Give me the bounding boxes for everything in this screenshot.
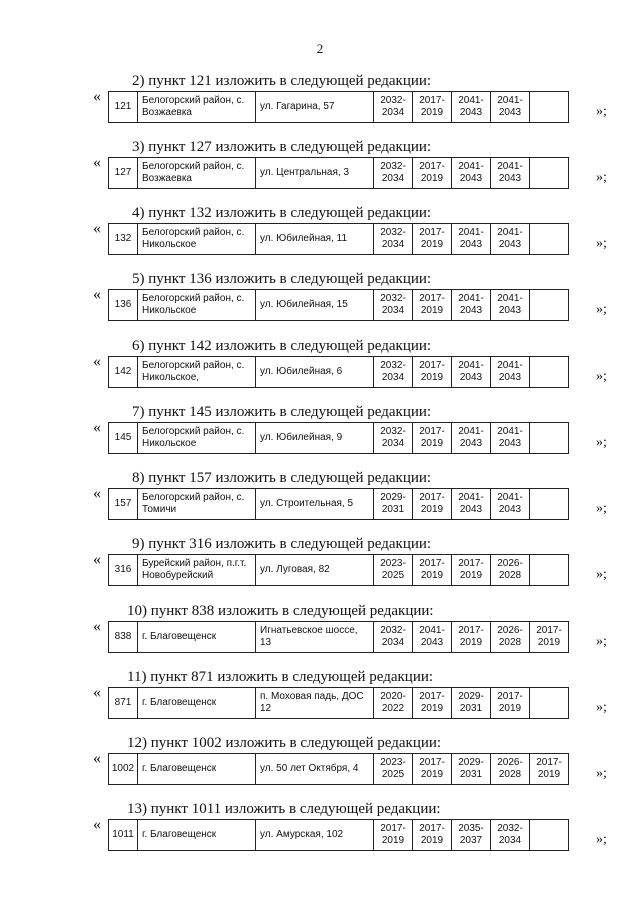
amendment-heading: 8) пункт 157 изложить в следующей редакции: bbox=[132, 470, 432, 486]
period-cell: 2032-2034 bbox=[374, 423, 413, 454]
close-quote: »; bbox=[596, 236, 607, 251]
amendment-entry bbox=[0, 139, 640, 203]
period-cell: 2032-2034 bbox=[374, 92, 413, 123]
location-cell: г. Благовещенск bbox=[138, 622, 256, 653]
item-number-cell: 136 bbox=[109, 290, 138, 321]
period-cell: 2017-2019 bbox=[413, 489, 452, 520]
open-quote: « bbox=[93, 551, 101, 568]
close-quote: »; bbox=[596, 700, 607, 715]
table-row bbox=[109, 489, 569, 520]
amendment-table bbox=[108, 621, 569, 653]
amendment-entry bbox=[0, 536, 640, 600]
amendment-entry bbox=[0, 735, 640, 799]
amendment-table bbox=[108, 753, 569, 785]
period-cell: 2029-2031 bbox=[452, 754, 491, 785]
location-cell: Белогорский район, с. Никольское, bbox=[138, 357, 256, 388]
amendment-table bbox=[108, 157, 569, 189]
table-row bbox=[109, 688, 569, 719]
address-cell: Игнатьевское шоссе, 13 bbox=[256, 622, 374, 653]
period-cell: 2041-2043 bbox=[491, 92, 530, 123]
close-quote: »; bbox=[596, 634, 607, 649]
amendment-heading: 7) пункт 145 изложить в следующей редакции: bbox=[132, 404, 432, 420]
location-cell: Бурейский район, п.г.т. Новобурейский bbox=[138, 555, 256, 586]
period-cell: 2017-2019 bbox=[530, 622, 569, 653]
period-cell: 2017-2019 bbox=[413, 290, 452, 321]
amendment-entry bbox=[0, 470, 640, 534]
open-quote: « bbox=[93, 88, 101, 105]
amendment-entry bbox=[0, 205, 640, 269]
amendment-table bbox=[108, 422, 569, 454]
amendment-table bbox=[108, 91, 569, 123]
period-cell: 2017-2019 bbox=[413, 224, 452, 255]
close-quote: »; bbox=[596, 435, 607, 450]
table-row bbox=[109, 820, 569, 851]
close-quote: »; bbox=[596, 501, 607, 516]
period-cell bbox=[530, 820, 569, 851]
item-number-cell: 145 bbox=[109, 423, 138, 454]
address-cell: ул. Гагарина, 57 bbox=[256, 92, 374, 123]
amendment-table bbox=[108, 554, 569, 586]
period-cell: 2032-2034 bbox=[374, 357, 413, 388]
open-quote: « bbox=[93, 419, 101, 436]
period-cell: 2032-2034 bbox=[374, 158, 413, 189]
location-cell: г. Благовещенск bbox=[138, 820, 256, 851]
amendment-heading: 6) пункт 142 изложить в следующей редакции: bbox=[132, 338, 432, 354]
period-cell bbox=[530, 688, 569, 719]
amendment-entry bbox=[0, 73, 640, 137]
amendment-table bbox=[108, 687, 569, 719]
period-cell: 2041-2043 bbox=[491, 290, 530, 321]
period-cell: 2041-2043 bbox=[491, 357, 530, 388]
open-quote: « bbox=[93, 286, 101, 303]
location-cell: г. Благовещенск bbox=[138, 688, 256, 719]
period-cell: 2020-2022 bbox=[374, 688, 413, 719]
period-cell bbox=[530, 357, 569, 388]
open-quote: « bbox=[93, 618, 101, 635]
period-cell: 2032-2034 bbox=[374, 224, 413, 255]
period-cell: 2041-2043 bbox=[452, 357, 491, 388]
period-cell: 2041-2043 bbox=[491, 158, 530, 189]
item-number-cell: 316 bbox=[109, 555, 138, 586]
period-cell: 2017-2019 bbox=[452, 622, 491, 653]
period-cell: 2041-2043 bbox=[452, 92, 491, 123]
amendment-table bbox=[108, 356, 569, 388]
location-cell: Белогорский район, с. Никольское bbox=[138, 423, 256, 454]
period-cell: 2026-2028 bbox=[491, 754, 530, 785]
location-cell: г. Благовещенск bbox=[138, 754, 256, 785]
amendment-table bbox=[108, 223, 569, 255]
open-quote: « bbox=[93, 684, 101, 701]
item-number-cell: 838 bbox=[109, 622, 138, 653]
close-quote: »; bbox=[596, 567, 607, 582]
amendment-heading: 3) пункт 127 изложить в следующей редакции: bbox=[132, 139, 432, 155]
period-cell: 2017-2019 bbox=[413, 688, 452, 719]
amendment-heading: 13) пункт 1011 изложить в следующей редакции: bbox=[127, 801, 441, 817]
period-cell: 2023-2025 bbox=[374, 754, 413, 785]
open-quote: « bbox=[93, 816, 101, 833]
period-cell: 2041-2043 bbox=[452, 423, 491, 454]
open-quote: « bbox=[93, 750, 101, 767]
location-cell: Белогорский район, с. Никольское bbox=[138, 224, 256, 255]
address-cell: ул. Юбилейная, 11 bbox=[256, 224, 374, 255]
amendment-table bbox=[108, 819, 569, 851]
amendment-table bbox=[108, 289, 569, 321]
amendment-heading: 5) пункт 136 изложить в следующей редакции: bbox=[132, 271, 432, 287]
page-number: 2 bbox=[316, 41, 324, 56]
amendment-heading: 9) пункт 316 изложить в следующей редакции: bbox=[132, 536, 432, 552]
period-cell: 2041-2043 bbox=[491, 489, 530, 520]
table-row bbox=[109, 92, 569, 123]
address-cell: ул. Строительная, 5 bbox=[256, 489, 374, 520]
address-cell: ул. Луговая, 82 bbox=[256, 555, 374, 586]
period-cell: 2041-2043 bbox=[491, 423, 530, 454]
period-cell: 2017-2019 bbox=[413, 555, 452, 586]
table-row bbox=[109, 158, 569, 189]
item-number-cell: 142 bbox=[109, 357, 138, 388]
period-cell: 2017-2019 bbox=[413, 820, 452, 851]
location-cell: Белогорский район, с. Никольское bbox=[138, 290, 256, 321]
period-cell: 2041-2043 bbox=[452, 290, 491, 321]
address-cell: ул. Амурская, 102 bbox=[256, 820, 374, 851]
period-cell: 2041-2043 bbox=[452, 224, 491, 255]
period-cell: 2041-2043 bbox=[413, 622, 452, 653]
period-cell: 2041-2043 bbox=[491, 224, 530, 255]
period-cell: 2041-2043 bbox=[452, 158, 491, 189]
period-cell: 2026-2028 bbox=[491, 622, 530, 653]
period-cell: 2017-2019 bbox=[413, 357, 452, 388]
amendment-entry bbox=[0, 801, 640, 865]
amendment-heading: 4) пункт 132 изложить в следующей редакции: bbox=[132, 205, 432, 221]
period-cell: 2029-2031 bbox=[452, 688, 491, 719]
period-cell: 2032-2034 bbox=[491, 820, 530, 851]
period-cell: 2017-2019 bbox=[374, 820, 413, 851]
period-cell: 2017-2019 bbox=[413, 423, 452, 454]
period-cell: 2035-2037 bbox=[452, 820, 491, 851]
table-row bbox=[109, 423, 569, 454]
period-cell: 2017-2019 bbox=[413, 158, 452, 189]
table-row bbox=[109, 224, 569, 255]
table-row bbox=[109, 622, 569, 653]
item-number-cell: 1002 bbox=[109, 754, 138, 785]
table-row bbox=[109, 555, 569, 586]
period-cell: 2041-2043 bbox=[452, 489, 491, 520]
period-cell bbox=[530, 92, 569, 123]
close-quote: »; bbox=[596, 170, 607, 185]
period-cell: 2017-2019 bbox=[413, 92, 452, 123]
amendment-heading: 12) пункт 1002 изложить в следующей редакции: bbox=[127, 735, 442, 751]
period-cell: 2017-2019 bbox=[413, 754, 452, 785]
location-cell: Белогорский район, с. Возжаевка bbox=[138, 158, 256, 189]
period-cell bbox=[530, 158, 569, 189]
open-quote: « bbox=[93, 353, 101, 370]
period-cell bbox=[530, 224, 569, 255]
amendment-entry bbox=[0, 603, 640, 667]
amendment-entry bbox=[0, 271, 640, 335]
amendment-table bbox=[108, 488, 569, 520]
address-cell: ул. Юбилейная, 9 bbox=[256, 423, 374, 454]
address-cell: ул. Юбилейная, 6 bbox=[256, 357, 374, 388]
close-quote: »; bbox=[596, 104, 607, 119]
amendment-heading: 11) пункт 871 изложить в следующей редакции: bbox=[127, 669, 434, 685]
item-number-cell: 1011 bbox=[109, 820, 138, 851]
location-cell: Белогорский район, с. Возжаевка bbox=[138, 92, 256, 123]
address-cell: п. Моховая падь, ДОС 12 bbox=[256, 688, 374, 719]
table-row bbox=[109, 290, 569, 321]
period-cell: 2032-2034 bbox=[374, 622, 413, 653]
item-number-cell: 121 bbox=[109, 92, 138, 123]
location-cell: Белогорский район, с. Томичи bbox=[138, 489, 256, 520]
period-cell bbox=[530, 489, 569, 520]
period-cell bbox=[530, 423, 569, 454]
item-number-cell: 132 bbox=[109, 224, 138, 255]
close-quote: »; bbox=[596, 302, 607, 317]
amendment-heading: 10) пункт 838 изложить в следующей редакции: bbox=[127, 603, 434, 619]
period-cell: 2017-2019 bbox=[530, 754, 569, 785]
amendment-entry bbox=[0, 669, 640, 733]
period-cell: 2017-2019 bbox=[491, 688, 530, 719]
amendment-entry bbox=[0, 404, 640, 468]
period-cell: 2023-2025 bbox=[374, 555, 413, 586]
open-quote: « bbox=[93, 485, 101, 502]
amendment-entry bbox=[0, 338, 640, 402]
item-number-cell: 157 bbox=[109, 489, 138, 520]
open-quote: « bbox=[93, 220, 101, 237]
close-quote: »; bbox=[596, 766, 607, 781]
period-cell bbox=[530, 290, 569, 321]
period-cell: 2032-2034 bbox=[374, 290, 413, 321]
address-cell: ул. Юбилейная, 15 bbox=[256, 290, 374, 321]
period-cell: 2026-2028 bbox=[491, 555, 530, 586]
period-cell: 2017-2019 bbox=[452, 555, 491, 586]
period-cell: 2029-2031 bbox=[374, 489, 413, 520]
address-cell: ул. 50 лет Октября, 4 bbox=[256, 754, 374, 785]
amendment-heading: 2) пункт 121 изложить в следующей редакции: bbox=[132, 73, 432, 89]
open-quote: « bbox=[93, 154, 101, 171]
close-quote: »; bbox=[596, 832, 607, 847]
item-number-cell: 871 bbox=[109, 688, 138, 719]
close-quote: »; bbox=[596, 369, 607, 384]
period-cell bbox=[530, 555, 569, 586]
table-row bbox=[109, 357, 569, 388]
item-number-cell: 127 bbox=[109, 158, 138, 189]
address-cell: ул. Центральная, 3 bbox=[256, 158, 374, 189]
table-row bbox=[109, 754, 569, 785]
